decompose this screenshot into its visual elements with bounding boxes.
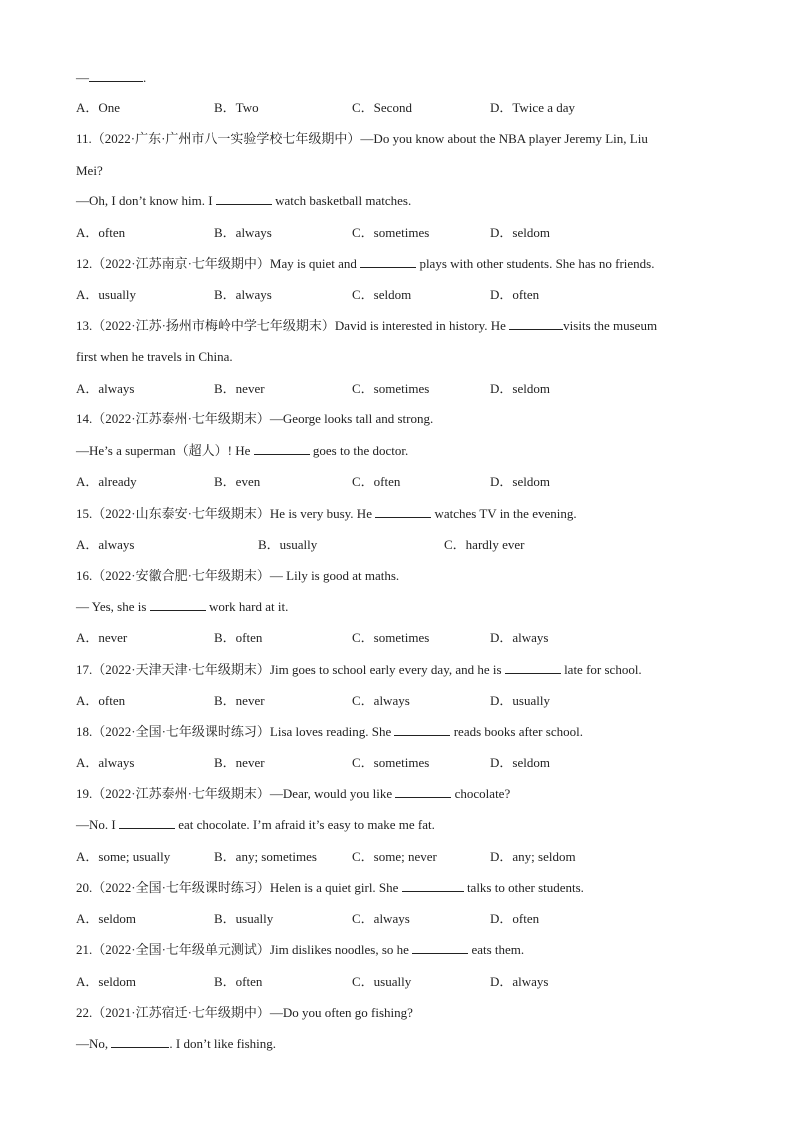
answer-option[interactable]: C．Second — [352, 100, 412, 115]
question-text: work hard at it. — [205, 599, 289, 614]
question-text: — — [76, 70, 89, 85]
question-text: reads books after school. — [450, 724, 583, 739]
question-text: chocolate? — [451, 786, 511, 801]
answer-option[interactable]: C．sometimes — [352, 630, 430, 645]
question-line — [76, 786, 510, 802]
question-line — [76, 443, 408, 459]
question-text: talks to other students. — [463, 880, 584, 895]
answer-option[interactable]: D．seldom — [490, 474, 550, 489]
question-text: plays with other students. She has no friends. — [416, 256, 655, 271]
question-line — [76, 70, 146, 86]
answer-option[interactable]: B．usually — [214, 911, 274, 926]
answer-option[interactable]: A．One — [76, 100, 121, 115]
question-text: eat chocolate. I’m afraid it’s easy to make me fat. — [174, 817, 435, 832]
question-text: 12.（2022·江苏南京·七年级期中）May is quiet and — [76, 256, 361, 271]
answer-option[interactable]: D．any; seldom — [490, 849, 576, 864]
answer-option[interactable]: C．sometimes — [352, 381, 430, 396]
answer-blank[interactable] — [119, 817, 175, 829]
answer-option[interactable]: A．often — [76, 693, 126, 708]
answer-option[interactable]: B．always — [214, 225, 272, 240]
answer-option[interactable]: C．seldom — [352, 287, 412, 302]
question-line — [76, 1036, 276, 1052]
answer-option[interactable]: A．already — [76, 474, 137, 489]
answer-blank[interactable] — [402, 880, 464, 892]
question-text: 21.（2022·全国·七年级单元测试）Jim dislikes noodles, so he — [76, 942, 413, 957]
answer-option[interactable]: D．Twice a day — [490, 100, 576, 115]
answer-option[interactable]: B．never — [214, 755, 265, 770]
answer-option[interactable]: C．some; never — [352, 849, 437, 864]
question-line: 22.（2021·江苏宿迁·七年级期中）—Do you often go fishing? — [76, 1005, 413, 1020]
answer-option[interactable]: A．never — [76, 630, 128, 645]
answer-blank[interactable] — [254, 443, 310, 455]
question-text: 13.（2022·江苏·扬州市梅岭中学七年级期末）David is interested in history. He — [76, 318, 510, 333]
answer-blank[interactable] — [505, 662, 561, 674]
answer-option[interactable]: D．often — [490, 911, 540, 926]
answer-option[interactable]: B．Two — [214, 100, 259, 115]
answer-option[interactable]: A．seldom — [76, 974, 136, 989]
question-line — [76, 506, 577, 522]
answer-option[interactable]: B．usually — [258, 537, 318, 552]
answer-blank[interactable] — [395, 786, 451, 798]
question-text: 15.（2022·山东泰安·七年级期末）He is very busy. He — [76, 506, 376, 521]
question-line — [76, 318, 657, 334]
question-line — [76, 662, 642, 678]
answer-option[interactable]: D．seldom — [490, 381, 550, 396]
question-text: — Yes, she is — [76, 599, 150, 614]
question-text: watch basketball matches. — [271, 193, 412, 208]
answer-blank[interactable] — [509, 318, 563, 330]
question-text: 19.（2022·江苏泰州·七年级期末）—Dear, would you like — [76, 786, 396, 801]
answer-blank[interactable] — [394, 724, 450, 736]
question-text: goes to the doctor. — [309, 443, 409, 458]
answer-option[interactable]: B．often — [214, 974, 263, 989]
answer-option[interactable]: B．never — [214, 381, 265, 396]
answer-blank[interactable] — [375, 506, 431, 518]
question-line: 11.（2022·广东·广州市八一实验学校七年级期中）—Do you know about the NBA player Jeremy Lin, Liu — [76, 131, 648, 146]
answer-option[interactable]: A．some; usually — [76, 849, 171, 864]
answer-option[interactable]: B．always — [214, 287, 272, 302]
answer-option[interactable]: C．usually — [352, 974, 412, 989]
answer-option[interactable]: C．always — [352, 911, 410, 926]
answer-option[interactable]: C．sometimes — [352, 225, 430, 240]
answer-option[interactable]: B．often — [214, 630, 263, 645]
question-line: Mei? — [76, 163, 103, 178]
question-text: —No. I — [76, 817, 119, 832]
question-text: watches TV in the evening. — [431, 506, 577, 521]
answer-blank[interactable] — [89, 70, 143, 82]
answer-blank[interactable] — [150, 599, 206, 611]
question-text: 17.（2022·天津天津·七年级期末）Jim goes to school early every day, and he is — [76, 662, 505, 677]
answer-blank[interactable] — [360, 256, 416, 268]
question-text: —He’s a superman（超人）! He — [76, 443, 254, 458]
question-text: . — [143, 70, 147, 85]
answer-option[interactable]: B．even — [214, 474, 261, 489]
answer-option[interactable]: C．often — [352, 474, 401, 489]
question-line — [76, 724, 583, 740]
answer-option[interactable]: C．sometimes — [352, 755, 430, 770]
answer-option[interactable]: A．seldom — [76, 911, 136, 926]
answer-option[interactable]: D．always — [490, 974, 549, 989]
question-text: 20.（2022·全国·七年级课时练习）Helen is a quiet girl. She — [76, 880, 402, 895]
answer-option[interactable]: C．hardly ever — [444, 537, 525, 552]
question-line: 16.（2022·安徽合肥·七年级期末）— Lily is good at maths. — [76, 568, 400, 583]
question-text: eats them. — [468, 942, 525, 957]
question-line: first when he travels in China. — [76, 349, 233, 364]
answer-blank[interactable] — [412, 942, 468, 954]
answer-blank[interactable] — [216, 193, 272, 205]
question-text: visits the museum — [563, 318, 658, 333]
answer-option[interactable]: D．often — [490, 287, 540, 302]
question-text: late for school. — [560, 662, 642, 677]
question-line — [76, 193, 411, 209]
question-line — [76, 256, 655, 272]
answer-option[interactable]: A．often — [76, 225, 126, 240]
question-line — [76, 599, 288, 615]
answer-option[interactable]: A．always — [76, 755, 135, 770]
answer-option[interactable]: A．usually — [76, 287, 136, 302]
question-line — [76, 942, 524, 958]
question-text: —Oh, I don’t know him. I — [76, 193, 216, 208]
answer-option[interactable]: D．seldom — [490, 755, 550, 770]
question-line — [76, 817, 435, 833]
answer-option[interactable]: B．never — [214, 693, 265, 708]
answer-option[interactable]: D．always — [490, 630, 549, 645]
answer-option[interactable]: D．seldom — [490, 225, 550, 240]
question-text: —No, — [76, 1036, 112, 1051]
question-line: 14.（2022·江苏泰州·七年级期末）—George looks tall and strong. — [76, 411, 434, 426]
answer-option[interactable]: A．always — [76, 381, 135, 396]
question-text: 18.（2022·全国·七年级课时练习）Lisa loves reading. She — [76, 724, 395, 739]
answer-option[interactable]: B．any; sometimes — [214, 849, 317, 864]
question-line — [76, 880, 584, 896]
answer-option[interactable]: D．usually — [490, 693, 550, 708]
question-text: . I don’t like fishing. — [169, 1036, 277, 1051]
answer-blank[interactable] — [111, 1036, 169, 1048]
answer-option[interactable]: C．always — [352, 693, 410, 708]
answer-option[interactable]: A．always — [76, 537, 135, 552]
